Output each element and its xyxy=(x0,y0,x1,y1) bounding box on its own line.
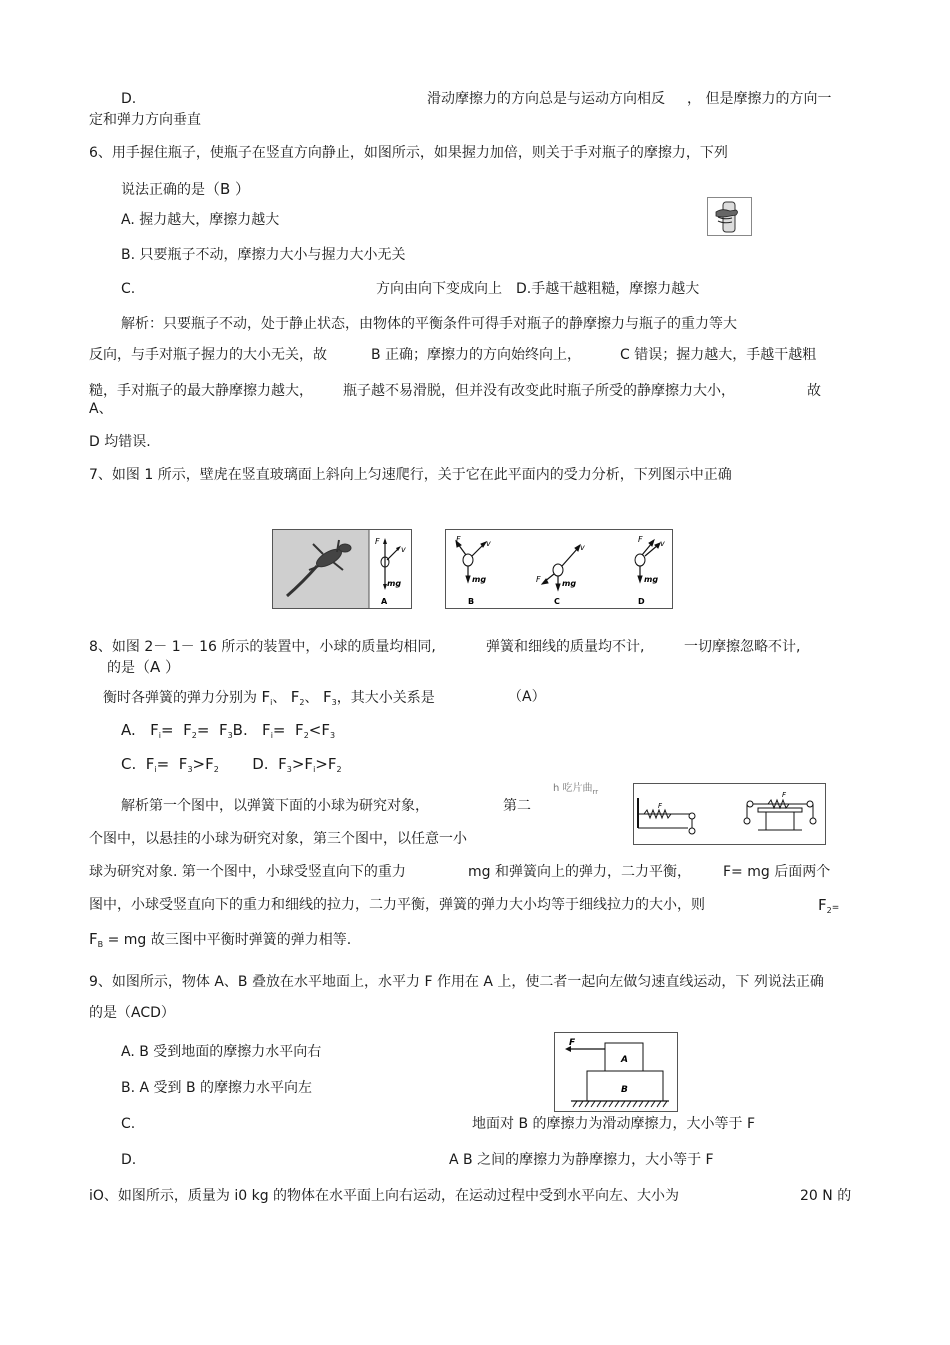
q9-stem-cont: 的是（ACD） xyxy=(89,1005,175,1021)
q8-b-f2: F xyxy=(295,721,304,739)
velocity-v-label: v xyxy=(401,545,406,554)
q8-c-f1-sub: i xyxy=(154,765,157,774)
force-f-label-d: F xyxy=(638,535,643,544)
q8-option-b-label: B. xyxy=(232,721,248,739)
q10-stem-b: 20 N 的 xyxy=(800,1188,852,1204)
q6-stem-cont xyxy=(121,180,250,199)
q8-d-f1: F xyxy=(304,755,314,773)
q8-answer-2: （A） xyxy=(508,689,546,705)
q8-option-c-label: C. xyxy=(121,755,137,773)
q8-figure-caption-text: h 吃片曲 xyxy=(553,783,593,794)
q8-f1: F xyxy=(261,688,271,706)
q6-explanation-line1: 解析：只要瓶子不动，处于静止状态，由物体的平衡条件可得手对瓶子的静摩擦力与瓶子的重力等大 xyxy=(121,316,737,332)
q8-d-f3: F xyxy=(278,755,287,773)
q8-f1-sub: i xyxy=(270,698,273,707)
q8-d-f1-sub: i xyxy=(313,765,316,774)
q8-f3: F xyxy=(322,688,332,706)
q8-b-f3: F xyxy=(321,721,330,739)
q8-exp-f2: F xyxy=(818,896,827,914)
q6-option-d: D.手越干越粗糙，摩擦力越大 xyxy=(516,281,700,297)
q8-explanation-line1: 解析第一个图中，以弹簧下面的小球为研究对象， xyxy=(121,798,429,814)
q6-explanation-line4: D 均错误. xyxy=(89,434,151,450)
q8-stem-cont-text: 的是 xyxy=(107,660,135,676)
spring-f-label: F xyxy=(658,802,663,810)
q6-explanation-line2: 反向，与手对瓶子握力的大小无关，故 xyxy=(89,347,327,363)
q8-stem-cont xyxy=(107,658,180,677)
q8-d-gt1: > xyxy=(291,755,305,773)
q6-option-a: A. 握力越大，摩擦力越大 xyxy=(121,212,280,228)
weight-mg-label-d: mg xyxy=(644,575,659,584)
stacked-blocks-figure xyxy=(554,1032,678,1112)
q8-b-eq: = xyxy=(272,721,286,739)
q8-a-f1: F xyxy=(150,721,159,739)
q8-f3-sub: 3 xyxy=(331,698,337,707)
q8-explanation-line2: 个图中，以悬挂的小球为研究对象，第三个图中，以任意一小 xyxy=(89,831,467,847)
q8-option-a-label: A. xyxy=(121,721,136,739)
q9-option-a: A. B 受到地面的摩擦力水平向右 xyxy=(121,1044,322,1060)
q8-d-f2: F xyxy=(327,755,337,773)
q6-option-b: B. 只要瓶子不动，摩擦力大小与握力大小无关 xyxy=(121,247,406,263)
q6-stem: 6、用手握住瓶子，使瓶子在竖直方向静止，如图所示，如果握力加倍，则关于手对瓶子的摩擦力，下列 xyxy=(89,145,728,161)
q8-a-f3-sub: 3 xyxy=(227,731,233,740)
q8-c-eq: = xyxy=(156,755,170,773)
q8-b-f2-sub: 2 xyxy=(303,731,309,740)
q8-explanation-line3-b: mg 和弹簧向上的弹力，二力平衡， xyxy=(468,864,691,880)
spring-setup-2 xyxy=(744,800,816,830)
q8-a-eq1: = xyxy=(160,721,174,739)
q8-a-f3: F xyxy=(218,721,228,739)
gecko-force-figure-a xyxy=(272,529,412,609)
q6-explanation-line3-b: 瓶子越不易滑脱，但并没有改变此时瓶子所受的静摩擦力大小， xyxy=(343,383,735,399)
q8-b-f1-sub: i xyxy=(270,731,273,740)
q10-stem: iO、如图所示，质量为 i0 kg 的物体在水平面上向右运动，在运动过程中受到水平向左、大小为 xyxy=(89,1188,680,1204)
q8-d-f2-sub: 2 xyxy=(336,765,342,774)
velocity-v-label-d: v xyxy=(660,539,665,548)
q6-explanation-line2-b: B 正确；摩擦力的方向始终向上， xyxy=(371,347,582,363)
q8-stem-c: 一切摩擦忽略不计, xyxy=(684,639,801,655)
q8-explanation-line4: 图中，小球受竖直向下的重力和细线的拉力，二力平衡，弹簧的弹力大小均等于细线拉力的大小，则 xyxy=(89,897,705,913)
velocity-v-label-c: v xyxy=(580,543,585,552)
q8-f2: F xyxy=(290,688,300,706)
q8-sep-1: 、 xyxy=(272,690,287,706)
q8-c-f3-sub: 3 xyxy=(187,765,193,774)
q8-option-d-label: D. xyxy=(252,755,269,773)
q6-stem-cont-text: 说法正确的是 xyxy=(121,182,205,198)
q8-stem-line3-text: 衡时各弹簧的弹力分别为 xyxy=(103,690,257,706)
q6-explanation-line3: 糙，手对瓶子的最大静摩擦力越大， xyxy=(89,383,313,399)
q8-a-f1-sub: i xyxy=(158,731,161,740)
figure-label-c: C xyxy=(554,597,560,606)
weight-mg-label-b: mg xyxy=(472,575,487,584)
q6-option-c-text: 方向由向下变成向上 xyxy=(376,281,502,297)
q6-explanation-line3-d: A、 xyxy=(89,401,113,417)
q8-exp-fb: F xyxy=(89,930,98,948)
q8-explanation-line3-c: F= mg 后面两个 xyxy=(723,864,831,880)
hand-bottle-figure xyxy=(707,197,752,236)
q9-option-c-text: 地面对 B 的摩擦力为滑动摩擦力，大小等于 F xyxy=(472,1116,756,1132)
figure-label-d: D xyxy=(638,597,645,606)
ground-hatch xyxy=(573,1101,667,1107)
q8-b-lt: < xyxy=(308,721,322,739)
q8-d-gt2: > xyxy=(315,755,328,773)
q5-option-d-text-cont: ， 但是摩擦力的方向一 xyxy=(687,91,832,107)
q5-option-d-text-wrap: 定和弹力方向垂直 xyxy=(89,112,201,128)
q9-option-d-label: D. xyxy=(121,1152,137,1168)
q8-a-f2: F xyxy=(183,721,192,739)
weight-mg-label-c: mg xyxy=(562,579,577,588)
q9-option-b: B. A 受到 B 的摩擦力水平向左 xyxy=(121,1080,313,1096)
q8-c-gt: > xyxy=(192,755,206,773)
q8-c-f2: F xyxy=(205,755,214,773)
q8-exp-f2-sub: 2 xyxy=(826,906,832,915)
weight-mg-label: mg xyxy=(387,579,402,588)
q7-stem: 7、如图 1 所示，壁虎在竖直玻璃面上斜向上匀速爬行，关于它在此平面内的受力分析，下列图示中正确 xyxy=(89,467,732,483)
q8-options-ab xyxy=(121,721,335,745)
fig-block-b-label: B xyxy=(621,1085,628,1095)
q8-d-f3-sub: 3 xyxy=(286,765,292,774)
q8-f2-sub: 2 xyxy=(299,698,305,707)
q6-option-c-label: C. xyxy=(121,281,136,297)
q5-option-d-text: 滑动摩擦力的方向总是与运动方向相反 xyxy=(427,91,665,107)
q8-explanation-line5 xyxy=(89,930,351,954)
q6-explanation-line2-c: C 错误；握力越大，手越干越粗 xyxy=(620,347,817,363)
q6-answer: （B ） xyxy=(205,180,251,198)
q8-stem-line3-text-b: ，其大小关系是 xyxy=(336,690,435,706)
q8-stem: 8、如图 2－ 1－ 16 所示的装置中，小球的质量均相同, xyxy=(89,639,436,655)
q8-b-f3-sub: 3 xyxy=(330,731,336,740)
q8-c-f3: F xyxy=(178,755,188,773)
q8-explanation-line1-b: 第二 xyxy=(503,798,531,814)
q8-explanation-line3: 球为研究对象. 第一个图中，小球受竖直向下的重力 xyxy=(89,864,406,880)
q8-exp-eq: = xyxy=(831,903,840,913)
q9-stem: 9、如图所示，物体 A、B 叠放在水平地面上，水平力 F 作用在 A 上，使二者一起向左做匀速直线运动，下 列说法正确 xyxy=(89,974,824,990)
q8-options-cd xyxy=(121,755,342,779)
q8-sep-2: 、 xyxy=(304,690,319,706)
q8-f2-symbol xyxy=(818,896,839,920)
spring-setup-1 xyxy=(638,798,695,834)
q8-stem-b: 弹簧和细线的质量均不计, xyxy=(486,639,645,655)
force-f-label-c: F xyxy=(536,575,541,584)
spring-f-label-2: F xyxy=(782,791,787,799)
q8-figure-caption-sub: rr xyxy=(592,788,599,796)
q8-stem-line3 xyxy=(103,688,435,712)
q8-b-f1: F xyxy=(262,721,271,739)
q8-exp-fb-sub: B xyxy=(97,940,104,949)
q8-c-f1: F xyxy=(145,755,155,773)
q8-figure-caption xyxy=(553,780,598,801)
q9-option-d-text: A B 之间的摩擦力为静摩擦力，大小等于 F xyxy=(449,1152,714,1168)
q8-explanation-line5-text: = mg 故三图中平衡时弹簧的弹力相等. xyxy=(107,932,352,948)
q8-answer: （A ） xyxy=(135,658,181,676)
q8-c-f2-sub: 2 xyxy=(213,765,219,774)
hand-bottle-icon xyxy=(708,198,751,235)
force-f-label: F xyxy=(375,537,380,546)
q6-explanation-line3-c: 故 xyxy=(807,383,821,399)
gecko-force-figures-bcd xyxy=(445,529,673,609)
q5-option-d-label: D. xyxy=(121,91,137,107)
spring-device-figure xyxy=(633,783,826,845)
fig-block-a-label: A xyxy=(621,1055,628,1065)
figure-label-b: B xyxy=(468,597,475,606)
velocity-v-label-b: v xyxy=(486,539,491,548)
force-f-label-b: F xyxy=(456,535,461,544)
q9-option-c-label: C. xyxy=(121,1116,136,1132)
q8-a-f2-sub: 2 xyxy=(191,731,197,740)
q8-a-eq2: = xyxy=(196,721,210,739)
figure-label-a: A xyxy=(381,597,388,606)
fig-force-label: F xyxy=(569,1038,576,1048)
